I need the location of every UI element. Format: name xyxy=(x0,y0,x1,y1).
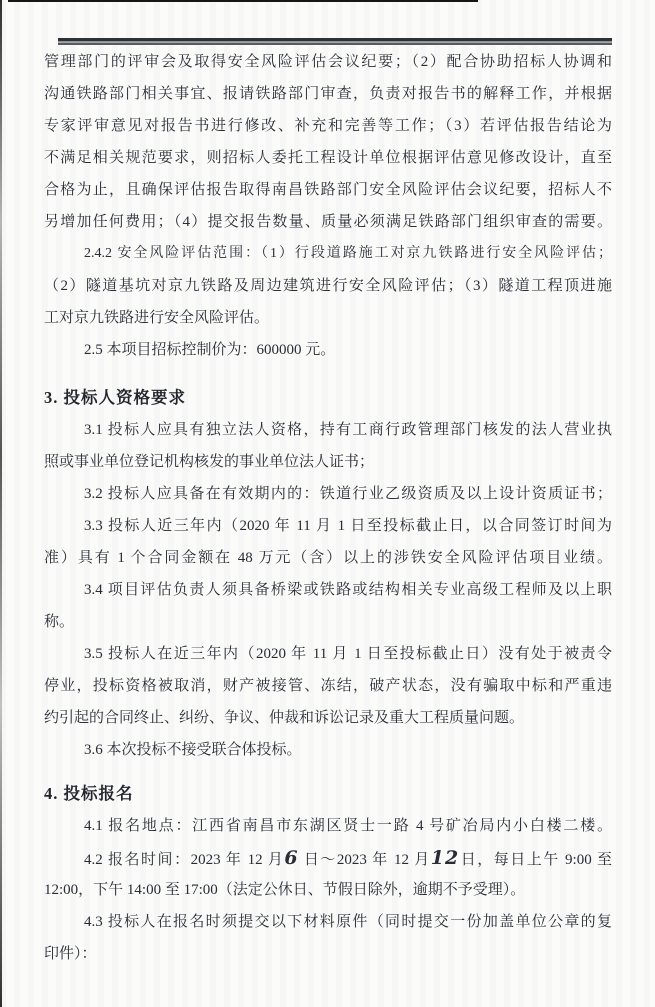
doc-line: 3.5 投标人在近三年内（2020 年 11 月 1 日至投标截止日）没有处于被责令 xyxy=(84,646,612,662)
handwritten-start-day: 6 xyxy=(284,847,299,869)
doc-line: 专家评审意见对报告书进行修改、补充和完善等工作；（3）若评估报告结论为 xyxy=(44,118,612,134)
doc-line: 另增加任何费用；（4）提交报告数量、质量必须满足铁路部门组织审查的需要。 xyxy=(44,214,612,230)
doc-line: （2）隧道基坑对京九铁路及周边建筑进行安全风险评估；（3）隧道工程顶进施 xyxy=(44,278,612,294)
doc-line: 照或事业单位登记机构核发的事业单位法人证书； xyxy=(44,454,375,470)
doc-line: 约引起的合同终止、纠纷、争议、仲裁和诉讼记录及重大工程质量问题。 xyxy=(44,710,525,726)
doc-line: 3.2 投标人应具备在有效期内的：铁道行业乙级资质及以上设计资质证书； xyxy=(84,486,612,502)
left-scan-artifact xyxy=(0,0,2,1007)
doc-line: 3.1 投标人应具有独立法人资格，持有工商行政管理部门核发的法人营业执 xyxy=(84,422,612,438)
doc-line: 沟通铁路部门相关事宜、报请铁路部门审查，负责对报告书的解释工作，并根据 xyxy=(44,86,612,102)
reg-time-text: 4.2 报名时间：2023 年 12 月 xyxy=(84,852,285,868)
doc-line-registration-time xyxy=(44,842,612,874)
doc-line: 不满足相关规范要求，则招标人委托工程设计单位根据评估意见修改设计，直至 xyxy=(44,150,612,166)
reg-time-text: 日～2023 年 12 月 xyxy=(298,852,431,868)
document-body xyxy=(44,46,612,970)
doc-line: 印件）： xyxy=(44,946,97,962)
doc-line: 准）具有 1 个合同金额在 48 万元（含）以上的涉铁安全风险评估项目业绩。 xyxy=(44,550,612,566)
doc-line: 4.1 报名地点：江西省南昌市东湖区贤士一路 4 号矿冶局内小白楼二楼。 xyxy=(84,818,612,834)
doc-line: 称。 xyxy=(44,614,75,630)
doc-line: 3.3 投标人近三年内（2020 年 11 月 1 日至投标截止日，以合同签订时间为 xyxy=(84,518,612,534)
doc-line: 12:00，下午 14:00 至 17:00（法定公休日、节假日除外，逾期不予受理）。 xyxy=(44,882,526,898)
section-heading-bid-registration: 4. 投标报名 xyxy=(44,784,134,803)
doc-line: 停业，投标资格被取消，财产被接管、冻结，破产状态，没有骗取中标和严重违 xyxy=(44,678,612,694)
doc-line: 3.4 项目评估负责人须具备桥梁或铁路或结构相关专业高级工程师及以上职 xyxy=(84,582,612,598)
doc-line: 3.6 本次投标不接受联合体投标。 xyxy=(84,742,302,758)
top-scan-artifact xyxy=(8,0,478,2)
doc-line: 工对京九铁路进行安全风险评估。 xyxy=(44,310,270,326)
doc-line: 4.3 投标人在报名时须提交以下材料原件（同时提交一份加盖单位公章的复 xyxy=(84,914,612,930)
section-heading-bidder-qualifications: 3. 投标人资格要求 xyxy=(44,388,186,407)
doc-line: 2.5 本项目招标控制价为：600000 元。 xyxy=(84,342,336,358)
doc-line: 2.4.2 安全风险评估范围：（1）行段道路施工对京九铁路进行安全风险评估； xyxy=(84,246,612,261)
handwritten-end-day: 12 xyxy=(430,847,460,869)
doc-line: 合格为止，且确保评估报告取得南昌铁路部门安全风险评估会议纪要，招标人不 xyxy=(44,182,612,198)
page-header-rule xyxy=(58,38,612,45)
reg-time-text: 日，每日上午 9:00 至 xyxy=(459,852,612,868)
doc-line: 管理部门的评审会及取得安全风险评估会议纪要；（2）配合协助招标人协调和 xyxy=(44,54,612,70)
